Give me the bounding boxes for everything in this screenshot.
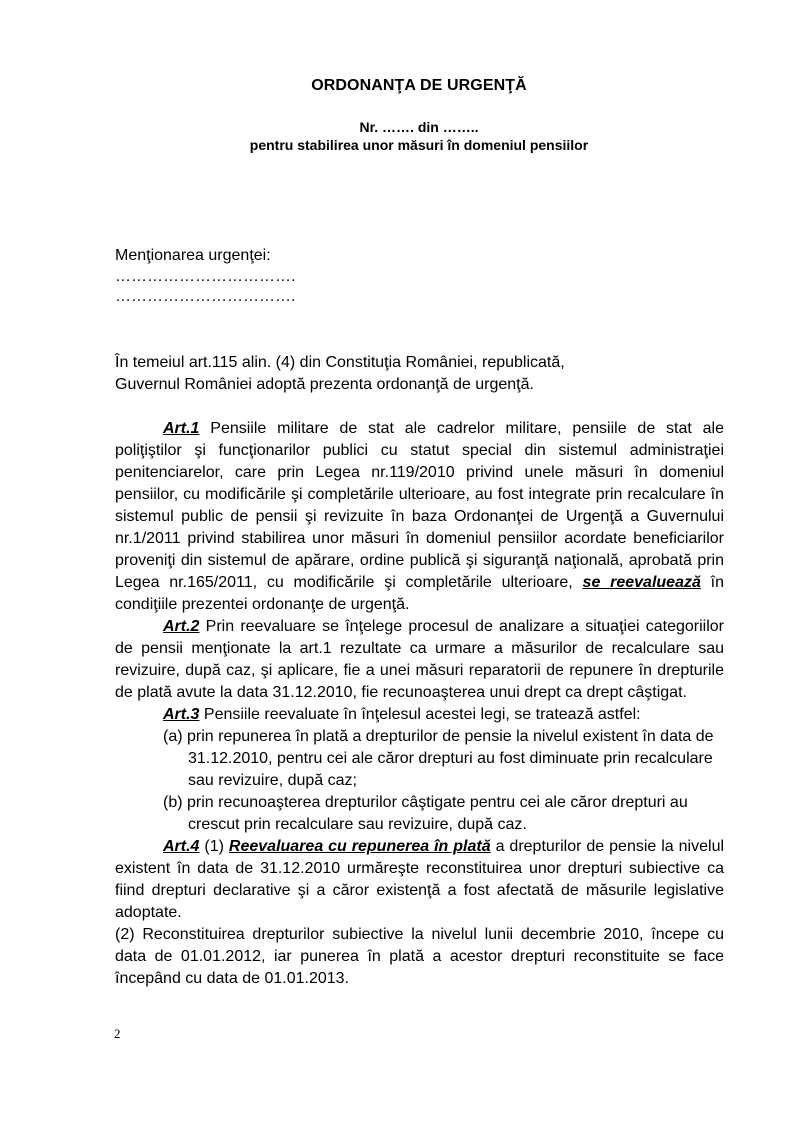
legal-basis-intro (115, 352, 565, 396)
article-3-item-a: (a) prin repunerea în plată a drepturilor de pensie la nivelul existent în data de 31.12.2010, pentru cei ale căror drepturi au fost diminuate prin recalculare sau revizuire, după caz; (163, 728, 714, 789)
intro-line-2: Guvernul României adoptă prezenta ordonanţă de urgenţă. (115, 376, 534, 393)
article-4-paragraph-2: (2) Reconstituirea drepturilor subiective la nivelul lunii decembrie 2010, începe cu data de 01.01.2012, iar punerea în plată a acestor drepturi reconstituite se face începând cu data de 01.01.2013. (115, 926, 724, 987)
article-3-text: Pensiile reevaluate în înţelesul acestei legi, se tratează astfel: (199, 706, 641, 723)
article-4-text: (1) (199, 838, 229, 855)
document-subtitle: pentru stabilirea unor măsuri în domeniul pensiilor (249, 137, 589, 153)
article-1-emphasis: se reevaluează (582, 574, 701, 591)
article-2-label: Art.2 (163, 618, 200, 635)
article-4-text-end: a drepturilor de pensie la nivelul existent în data de 31.12.2010 urmăreşte reconstituirea unor drepturi subiective ca fiind drepturi declarative şi a căror existenţă a fost afectată de măsurile legislative adoptate. (115, 838, 725, 921)
article-2 (115, 616, 724, 704)
article-3-label: Art.3 (163, 706, 200, 723)
urgency-mention-label: Menţionarea urgenţei: (115, 247, 271, 264)
article-3-item-b: (b) prin recunoaşterea drepturilor câştigate pentru cei ale căror drepturi au crescut prin recalculare sau revizuire, după caz. (163, 794, 688, 833)
article-4-label: Art.4 (163, 838, 200, 855)
article-3 (115, 704, 724, 726)
document-number-line: Nr. ……. din …….. (359, 119, 479, 135)
article-4-emphasis: Reevaluarea cu repunerea în plată (228, 838, 491, 855)
article-1-label: Art.1 (163, 420, 200, 437)
article-2-text: Prin reevaluare se înţelege procesul de analizare a situaţiei categoriilor de pensii menţionate la art.1 rezultate ca urmare a măsurilor de recalculare sau revizuire, după caz, şi aplicare, fie a unei măsuri reparatorii de repunere în drepturile de plată avute la data 31.12.2010, fie recunoaşterea unui drept ca drept câştigat. (115, 618, 724, 701)
page-number: 2 (114, 1026, 121, 1041)
article-4 (115, 836, 724, 924)
articles-body (115, 418, 724, 990)
urgency-mention-block (115, 246, 295, 308)
urgency-mention-line-2: ……………………………. (115, 288, 296, 305)
document-title: ORDONANŢA DE URGENŢĂ (311, 77, 527, 94)
urgency-mention-line-1: ……………………………. (115, 267, 296, 285)
article-1-text-end: în condiţiile prezentei ordonanţe de urgenţă. (115, 574, 725, 613)
intro-line-1: În temeiul art.115 alin. (4) din Constituţia României, republicată, (115, 354, 565, 371)
article-1 (115, 418, 724, 616)
article-1-text: Pensiile militare de stat ale cadrelor militare, pensiile de stat ale poliţiştilor şi funcţionarilor publici cu statut special din sistemul administraţiei penitenciarelor, care prin Legea nr.119/2010 privind unele măsuri în domeniul pensiilor, cu modificările şi completările ulterioare, au fost integrate prin recalculare în sistemul public de pensii şi revizuite în baza Ordonanţei de Urgenţă a Guvernului nr.1/2011 privind stabilirea unor măsuri în domeniul pensiilor acordate beneficiarilor proveniţi din sistemul de apărare, ordine publică şi siguranţă naţională, aprobată prin Legea nr.165/2011, cu modificările şi completările ulterioare, (115, 420, 724, 591)
